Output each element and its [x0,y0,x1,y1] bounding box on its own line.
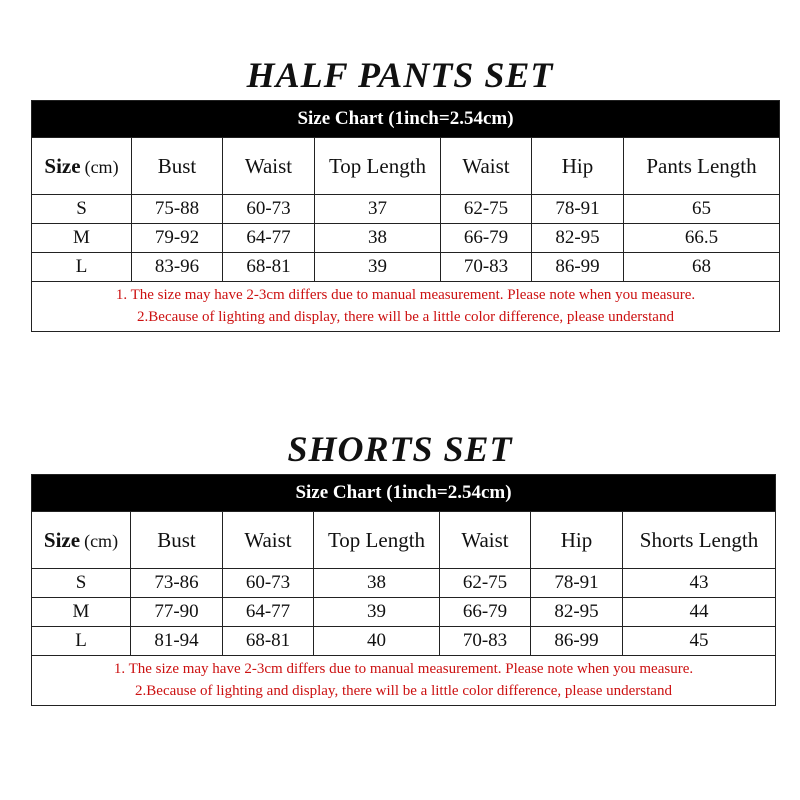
table-cell: 40 [314,627,440,656]
table-cell: 60-73 [223,569,314,598]
column-header: Hip [532,138,624,195]
table-cell: 73-86 [131,569,223,598]
notes-row [32,282,780,332]
column-header: Bust [132,138,223,195]
table-cell: 81-94 [131,627,223,656]
table-cell: 68 [624,253,780,282]
column-header: Waist [441,138,532,195]
notes-row [32,656,776,706]
table-cell: 70-83 [440,627,531,656]
size-chart-banner: Size Chart (1inch=2.54cm) [32,101,780,138]
table-cell: 62-75 [440,569,531,598]
column-header: Bust [131,512,223,569]
table-cell: 39 [314,598,440,627]
table-cell: 43 [623,569,776,598]
note-1: 1. The size may have 2-3cm differs due to manual measurement. Please note when you measure. [115,287,696,303]
table-cell: 62-75 [441,195,532,224]
column-header: Top Length [314,512,440,569]
table-cell: 65 [624,195,780,224]
size-label: Size [43,527,81,552]
table-cell: 37 [315,195,441,224]
table-cell: 86-99 [532,253,624,282]
table-cell: 79-92 [132,224,223,253]
table-cell: M [32,598,131,627]
size-unit: (cm) [84,156,119,177]
table-cell: S [32,569,131,598]
table-cell: 78-91 [532,195,624,224]
table-cell: 38 [315,224,441,253]
table-cell: 75-88 [132,195,223,224]
column-header: Top Length [315,138,441,195]
table-cell: 60-73 [223,195,315,224]
table-row [32,627,776,656]
table-cell: 83-96 [132,253,223,282]
size-chart-table [31,100,780,332]
table-row [32,224,780,253]
table-cell: 44 [623,598,776,627]
size-header [32,138,132,195]
column-header: Waist [440,512,531,569]
table-cell: 86-99 [531,627,623,656]
table-cell: 78-91 [531,569,623,598]
size-chart-banner: Size Chart (1inch=2.54cm) [32,475,776,512]
table-cell: 77-90 [131,598,223,627]
table-cell: 68-81 [223,627,314,656]
table-row [32,195,780,224]
note-1: 1. The size may have 2-3cm differs due to manual measurement. Please note when you measure. [113,661,694,677]
size-unit: (cm) [84,530,119,551]
note-2: 2.Because of lighting and display, there will be a little color difference, please understand [137,309,674,325]
table-row [32,598,776,627]
table-cell: M [32,224,132,253]
header-row [32,512,776,569]
table-cell: 68-81 [223,253,315,282]
table-row [32,569,776,598]
table-cell: 70-83 [441,253,532,282]
table-cell: 66.5 [624,224,780,253]
table-cell: L [32,253,132,282]
table-cell: 38 [314,569,440,598]
size-chart-table [31,474,776,706]
section-title: HALF PANTS SET [246,55,554,95]
size-header [32,512,131,569]
table-cell: S [32,195,132,224]
table-cell: 64-77 [223,598,314,627]
column-header: Pants Length [624,138,780,195]
column-header: Hip [531,512,623,569]
table-cell: 66-79 [441,224,532,253]
table-cell: 82-95 [531,598,623,627]
table-cell: 64-77 [223,224,315,253]
table-row [32,253,780,282]
notes-cell [32,656,776,706]
table-cell: L [32,627,131,656]
header-row [32,138,780,195]
column-header: Waist [223,138,315,195]
note-2: 2.Because of lighting and display, there will be a little color difference, please understand [135,683,672,699]
notes-cell [32,282,780,332]
table-cell: 39 [315,253,441,282]
table-cell: 66-79 [440,598,531,627]
section-title: SHORTS SET [287,429,513,469]
column-header: Shorts Length [623,512,776,569]
column-header: Waist [223,512,314,569]
table-cell: 45 [623,627,776,656]
table-cell: 82-95 [532,224,624,253]
size-label: Size [44,153,81,178]
